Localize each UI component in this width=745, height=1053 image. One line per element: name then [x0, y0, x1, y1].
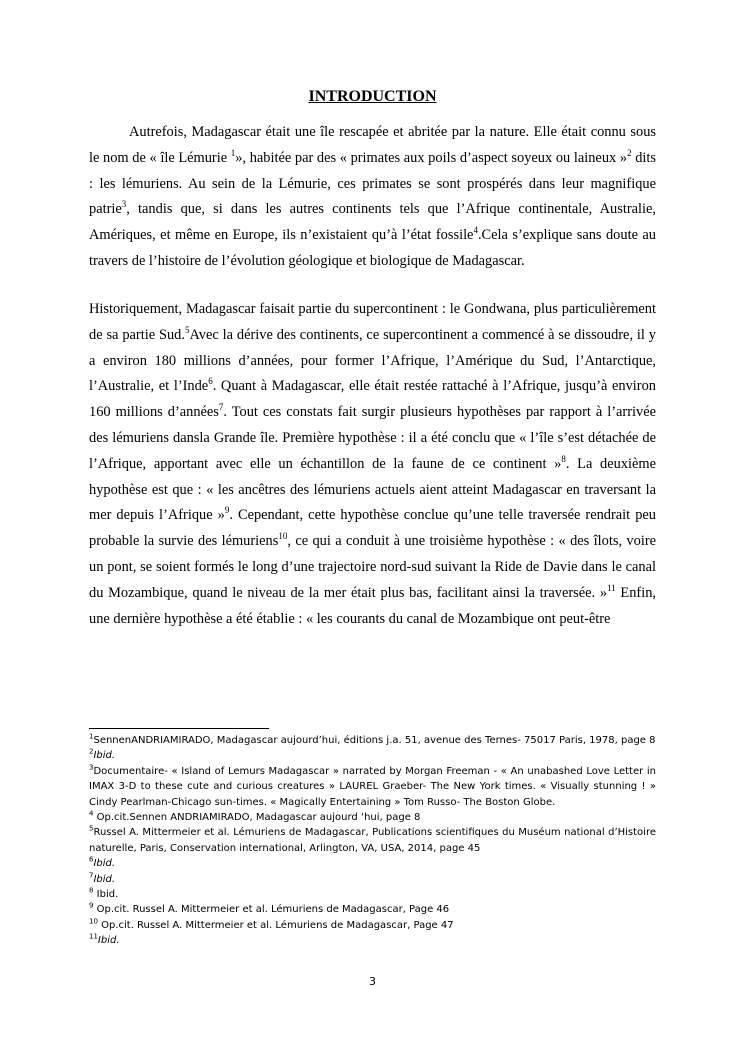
footnote-number: 7	[89, 871, 94, 880]
footnote-ref-10: 10	[278, 531, 288, 542]
footnote-6	[89, 856, 656, 871]
footnote-11	[89, 933, 656, 948]
footnote-number: 8	[89, 886, 94, 895]
footnote-text: Op.cit.Sennen ANDRIAMIRADO, Madagascar aujourd ‘hui, page 8	[93, 812, 421, 824]
footnote-ref-1: 1	[230, 148, 236, 158]
footnote-ref-6: 6	[208, 376, 213, 387]
footnote-8	[89, 887, 656, 902]
footnote-10	[89, 918, 656, 933]
p2-text-2: Avec la dérive des continents, ce supercontinent a commencé à se dissoudre, il y a environ 180 millions d’années, pour former l’Afrique, l’Amérique du Sud, l’Antarctique, l’Australie, et l’Inde	[89, 326, 656, 395]
footnote-ref-3: 3	[121, 199, 127, 210]
page-title: INTRODUCTION	[308, 88, 437, 105]
footnote-number: 1	[89, 732, 94, 741]
p1-text-4: , tandis que, si dans les autres continents tels que l’Afrique continentale, Australie, Amériques, et même en Europe, ils n’existaient qu’à l’état fossile	[89, 201, 656, 244]
paragraph-2	[89, 297, 656, 632]
p2-text-8: Enfin, une dernière hypothèse a été établie : « les courants du canal de Mozambique ont peut-être	[89, 584, 656, 627]
footnote-number: 11	[89, 932, 98, 941]
footnote-ref-4: 4	[473, 225, 478, 236]
footnote-1	[89, 733, 656, 748]
footnote-number: 6	[89, 855, 94, 864]
footnote-text: Ibid.	[93, 873, 116, 885]
footnote-number: 5	[89, 825, 94, 834]
footnote-text: Op.cit. Russel A. Mittermeier et al. Lémuriens de Madagascar, Page 46	[93, 904, 450, 916]
footnote-number: 3	[89, 763, 94, 772]
footnote-ref-2: 2	[627, 148, 632, 158]
footnote-ref-5: 5	[184, 325, 190, 335]
footnote-ref-8: 8	[561, 453, 566, 464]
footnote-text: Ibid.	[93, 858, 116, 870]
footnote-number: 2	[89, 748, 94, 757]
footnotes	[89, 733, 656, 949]
p2-text-4: . Tout ces constats fait surgir plusieurs hypothèses par rapport à l’arrivée des lémuriens dansla Grande île. Première hypothèse : il a été conclu que « l’île s’est détachée de l’Afrique, apportant avec elle un échantillon de la faune de ce continent »	[89, 404, 656, 472]
footnote-2	[89, 748, 656, 763]
footnote-9	[89, 902, 656, 917]
p1-text-1: Autrefois, Madagascar était une île rescapée et abritée par la nature. Elle était connu sous le nom de « île Lémurie	[89, 124, 656, 166]
paragraph-1	[89, 120, 656, 275]
p2-text-1: Historiquement, Madagascar faisait partie du supercontinent : le Gondwana, plus particulièrement de sa partie Sud.	[89, 301, 656, 343]
footnote-ref-11: 11	[607, 582, 616, 593]
footnote-number: 10	[89, 917, 98, 926]
p2-text-7: , ce qui a conduit à une troisième hypothèse : « des îlots, voire un pont, se soient formés le long d’une trajectoire nord-sud suivant la Ride de Davie dans le canal du Mozambique, quand le niveau de la mer était plus bas, facilitant ainsi la traversée. »	[89, 533, 656, 601]
footnote-text: Ibid.	[97, 935, 120, 947]
p2-text-5: . La deuxième hypothèse est que : « les ancêtres des lémuriens actuels aient atteint Madagascar en traversant la mer depuis l’Afrique »	[89, 455, 656, 524]
footnote-5	[89, 825, 656, 856]
footnote-text: Ibid.	[93, 750, 116, 762]
footnote-number: 9	[89, 902, 94, 911]
footnote-text: Documentaire- « Island of Lemurs Madagascar » narrated by Morgan Freeman - « An unabashed Love Letter in IMAX 3-D to these cute and curious creatures » LAUREL Graeber- The New York times. « Visually stunning ! » Cindy Pearlman-Chicago sun-times. « Magically Entertaining » Tom Russo- The Boston Globe.	[89, 765, 656, 808]
footnote-ref-9: 9	[224, 505, 230, 516]
p2-text-6: . Cependant, cette hypothèse conclue qu’une telle traversée rendrait peu probable la survie des lémuriens	[89, 507, 656, 550]
footnote-ref-7: 7	[218, 402, 224, 413]
footnote-3	[89, 764, 656, 810]
footnote-text: SennenANDRIAMIRADO, Madagascar aujourd’hui, éditions j.a. 51, avenue des Ternes- 75017 Paris, 1978, page 8	[93, 735, 656, 746]
p1-text-5: .Cela s’explique sans doute au travers de l’histoire de l’évolution géologique et biologique de Madagascar.	[89, 227, 656, 269]
p2-text-3: . Quant à Madagascar, elle était restée rattaché à l’Afrique, jusqu’à environ 160 millions d’années	[89, 378, 656, 421]
footnote-text: Ibid.	[93, 889, 119, 901]
footnote-number: 4	[89, 809, 94, 818]
footnote-text: Russel A. Mittermeier et al. Lémuriens de Madagascar, Publications scientifiques du Muséum national d’Histoire naturelle, Paris, Conservation international, Arlington, VA, USA, 2014, page 45	[89, 827, 656, 854]
p1-text-2: », habitée par des « primates aux poils d’aspect soyeux ou laineux »	[235, 149, 628, 166]
footnote-separator	[89, 728, 269, 729]
footnote-text: Op.cit. Russel A. Mittermeier et al. Lémuriens de Madagascar, Page 47	[97, 919, 454, 931]
p1-text-3: dits : les lémuriens. Au sein de la Lémurie, ces primates se sont prospérés dans leur magnifique patrie	[89, 149, 656, 218]
page-number: 3	[369, 975, 376, 988]
footnote-4	[89, 810, 656, 825]
footnote-7	[89, 872, 656, 887]
